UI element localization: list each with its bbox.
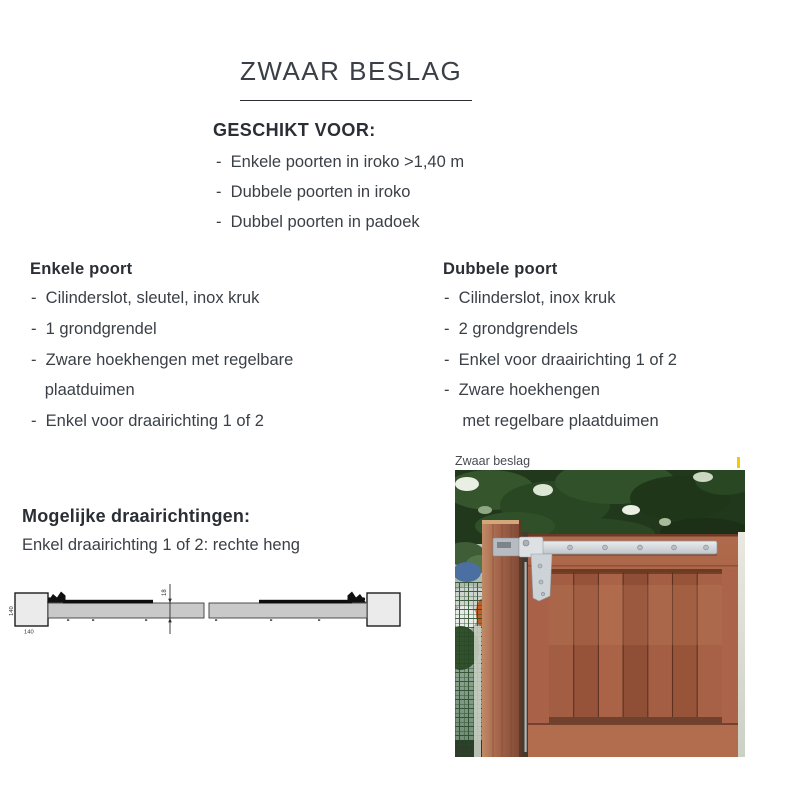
title-underline <box>240 100 472 101</box>
list-item: - Zware hoekhengen <box>444 381 600 400</box>
drawing-right-hinge-pin <box>362 597 365 600</box>
yellow-tick-mark <box>737 457 740 468</box>
list-item: - Enkel voor draairichting 1 of 2 <box>31 412 264 431</box>
double-gate-list <box>444 283 677 437</box>
drawing-left-post <box>15 593 48 626</box>
drawing-hinge-strap-left <box>63 600 153 604</box>
gate-planks <box>549 572 722 720</box>
gate-panel <box>528 534 738 757</box>
suitable-for-list <box>216 148 464 237</box>
drawing-gate-leaf-right <box>209 603 367 618</box>
page-title: ZWAAR BESLAG <box>240 56 463 86</box>
post-width-label: 140 <box>24 629 34 636</box>
photo-caption: Zwaar beslag <box>455 454 531 468</box>
hinge-strap <box>519 541 717 554</box>
gate-photo <box>455 470 745 757</box>
list-item: - 1 grondgrendel <box>31 319 157 338</box>
single-gate-heading: Enkele poort <box>30 260 133 278</box>
drawing-hinge-strap-right <box>259 600 352 604</box>
list-item-wrap: met regelbare plaatduimen <box>444 412 659 431</box>
list-item: - Dubbele poorten in iroko <box>216 182 411 201</box>
single-gate-list <box>31 283 293 437</box>
drawing-screw-marks <box>67 619 320 621</box>
list-item: - Dubbel poorten in padoek <box>216 212 420 231</box>
list-item: - Cilinderslot, inox kruk <box>444 289 616 307</box>
thickness-label: 18 <box>162 589 168 596</box>
double-gate-heading: Dubbele poort <box>443 260 558 278</box>
drawing-right-hinge <box>348 592 367 603</box>
drawing-left-hinge <box>47 592 66 603</box>
metal-rod <box>525 562 527 752</box>
list-item: - 2 grondgrendels <box>444 319 578 338</box>
hinge-pin <box>523 540 529 546</box>
drawing-left-hinge-pin <box>48 597 51 600</box>
gate-plan-drawing <box>8 583 405 638</box>
background-right-strip <box>738 532 745 757</box>
hinge-bracket-slot <box>497 542 511 548</box>
list-item: - Enkel voor draairichting 1 of 2 <box>444 350 677 369</box>
post-height-label: 140 <box>9 606 15 616</box>
list-item: - Zware hoekhengen met regelbare <box>31 350 294 369</box>
list-item: - Cilinderslot, sleutel, inox kruk <box>31 289 260 307</box>
drawing-gate-leaf-left <box>48 603 204 618</box>
list-item: - Enkele poorten in iroko >1,40 m <box>216 153 465 171</box>
directions-heading: Mogelijke draairichtingen: <box>22 506 251 526</box>
drawing-right-post <box>367 593 400 626</box>
directions-line: Enkel draairichting 1 of 2: rechte heng <box>22 536 300 554</box>
list-item-wrap: plaatduimen <box>31 381 135 400</box>
suitable-for-heading: GESCHIKT VOOR: <box>213 120 376 140</box>
